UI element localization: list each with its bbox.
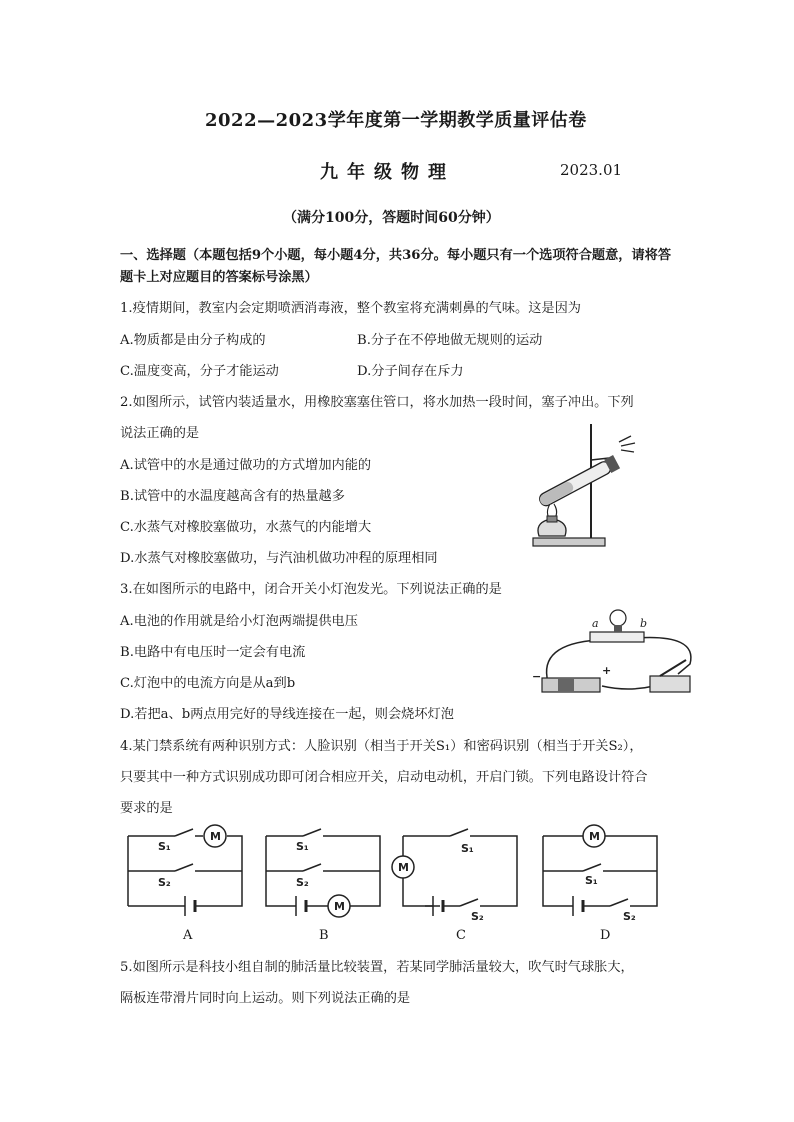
circuit-diagram-d: [535, 826, 665, 921]
circuit-diagram-b: [258, 826, 388, 921]
exam-title: 2022—2023学年度第一学期教学质量评估卷: [205, 110, 587, 131]
circuit-diagram-c: [395, 826, 525, 921]
q2-option-d: D.水蒸气对橡胶塞做功，与汽油机做功冲程的原理相同: [120, 551, 438, 566]
point-b-label: b: [640, 617, 648, 630]
q3-option-a: A.电池的作用就是给小灯泡两端提供电压: [120, 614, 358, 629]
bulb-circuit-figure: [528, 604, 708, 704]
switch-s2-label: S₂: [471, 910, 484, 923]
point-a-label: a: [592, 617, 599, 630]
q3-option-b: B.电路中有电压时一定会有电流: [120, 645, 306, 660]
switch-s1-label: S₁: [296, 840, 309, 853]
switch-s2-label: S₂: [623, 910, 636, 923]
q1-option-c: C.温度变高，分子才能运动: [120, 364, 279, 379]
motor-symbol: M: [398, 861, 409, 874]
section-heading: 一、选择题（本题包括9个小题，每小题4分，共36分。每小题只有一个选项符合题意，请将答题卡上对应题目的答案标号涂黑）: [120, 248, 672, 285]
diagram-label-d: D: [600, 928, 611, 943]
q1-option-a: A.物质都是由分子构成的: [120, 333, 266, 348]
q2-option-a: A.试管中的水是通过做功的方式增加内能的: [120, 458, 372, 473]
q5-stem-line1: 5.如图所示是科技小组自制的肺活量比较装置，若某同学肺活量较大，吹气时气球胀大，: [120, 960, 634, 975]
switch-s1-label: S₁: [158, 840, 171, 853]
q3-option-d: D.若把a、b两点用完好的导线连接在一起，则会烧坏灯泡: [120, 707, 454, 722]
switch-s2-label: S₂: [158, 876, 171, 889]
q4-stem-line2: 只要其中一种方式识别成功即可闭合相应开关，启动电动机，开启门锁。下列电路设计符合: [120, 770, 648, 785]
diagram-label-b: B: [319, 928, 329, 943]
q2-option-b: B.试管中的水温度越高含有的热量越多: [120, 489, 345, 504]
motor-symbol: M: [589, 830, 600, 843]
q3-option-c: C.灯泡中的电流方向是从a到b: [120, 676, 296, 691]
battery-plus-label: +: [602, 664, 612, 677]
battery-minus-label: −: [532, 670, 542, 683]
switch-s1-label: S₁: [461, 842, 474, 855]
q4-stem-line1: 4.某门禁系统有两种识别方式：人脸识别（相当于开关S₁）和密码识别（相当于开关S₂），: [120, 739, 643, 754]
subject-title: 九年级物理: [320, 162, 455, 183]
motor-symbol: M: [334, 900, 345, 913]
q4-stem-line3: 要求的是: [120, 801, 173, 816]
motor-symbol: M: [210, 830, 221, 843]
q2-option-c: C.水蒸气对橡胶塞做功，水蒸气的内能增大: [120, 520, 372, 535]
q2-stem-line2: 说法正确的是: [120, 426, 200, 441]
q1-stem: 1.疫情期间，教室内会定期喷洒消毒液，整个教室将充满刺鼻的气味。这是因为: [120, 301, 581, 316]
q2-stem-line1: 2.如图所示，试管内装适量水，用橡胶塞塞住管口，将水加热一段时间，塞子冲出。下列: [120, 395, 634, 410]
diagram-label-a: A: [183, 928, 193, 943]
q1-option-b: B.分子在不停地做无规则的运动: [357, 333, 543, 348]
q1-option-d: D.分子间存在斥力: [357, 364, 464, 379]
q3-stem: 3.在如图所示的电路中，闭合开关小灯泡发光。下列说法正确的是: [120, 582, 502, 597]
test-tube-heating-figure: [525, 420, 645, 550]
switch-s1-label: S₁: [585, 874, 598, 887]
circuit-diagram-a: [120, 826, 250, 921]
q5-stem-line2: 隔板连带滑片同时向上运动。则下列说法正确的是: [120, 991, 411, 1006]
diagram-label-c: C: [456, 928, 466, 943]
exam-info: （满分100分，答题时间60分钟）: [283, 210, 500, 226]
switch-s2-label: S₂: [296, 876, 309, 889]
exam-date: 2023.01: [560, 161, 623, 179]
